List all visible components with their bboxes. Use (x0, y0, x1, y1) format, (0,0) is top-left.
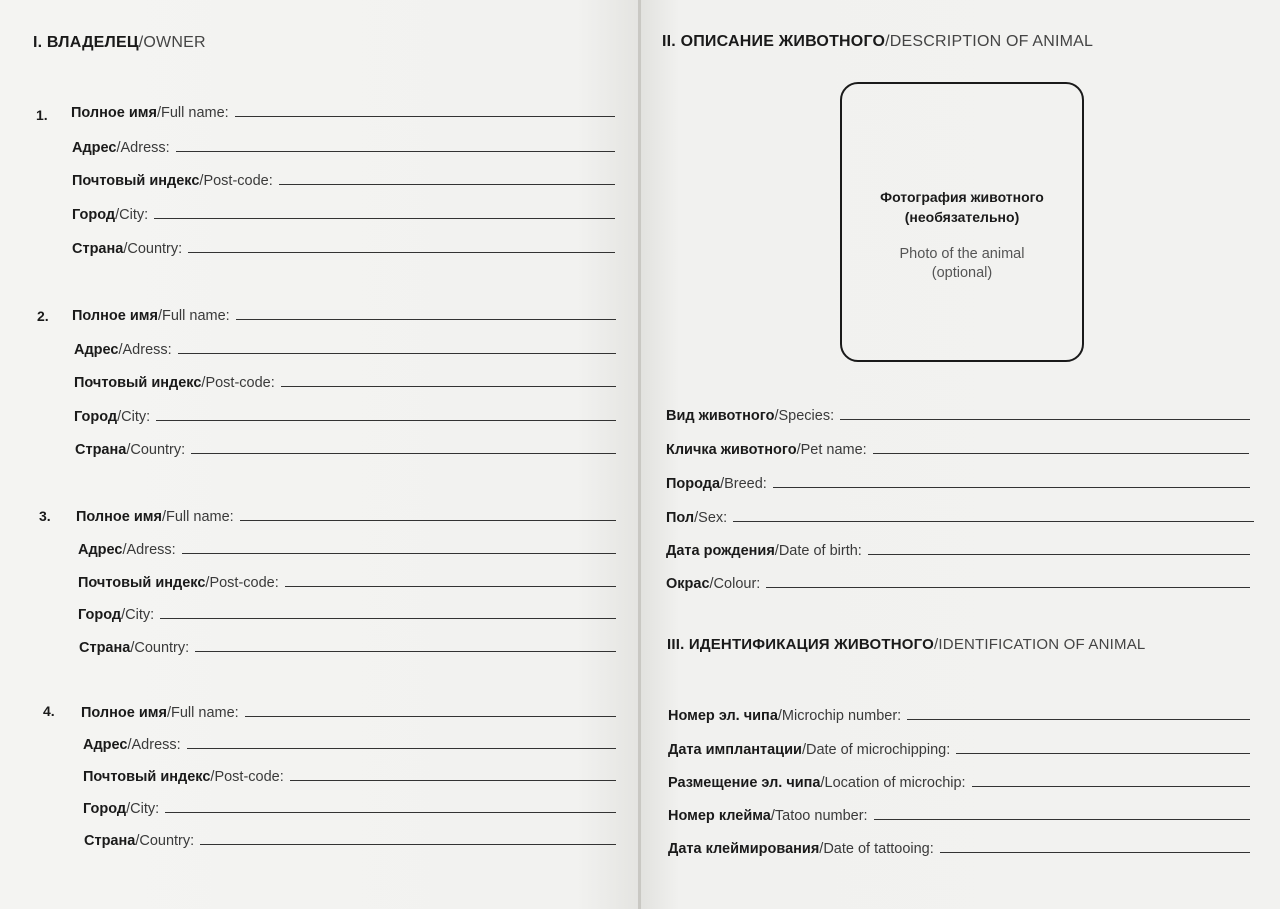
owner-number-3: 3. (39, 508, 51, 524)
fill-line (285, 586, 616, 587)
field-label-ru: Город (74, 409, 118, 425)
field-label-ru: Пол (666, 510, 695, 526)
owner-2-city-field[interactable] (74, 405, 616, 425)
owner-4-country-field[interactable] (84, 829, 616, 849)
field-label-en: /Date of microchipping: (801, 742, 951, 758)
field-label-ru: Полное имя (81, 705, 167, 721)
fill-line (182, 553, 616, 554)
field-label-ru: Размещение эл. чипа (668, 775, 821, 791)
field-label-en: /Adress: (122, 542, 176, 558)
owner-number-2: 2. (37, 308, 49, 324)
fill-line (766, 587, 1250, 588)
description-section-title: II. ОПИСАНИЕ ЖИВОТНОГО/DESCRIPTION OF ANIMAL (662, 33, 1094, 50)
field-label-en: /Adress: (118, 342, 172, 358)
owner-4-postcode-field[interactable] (83, 765, 616, 785)
owner-number-4: 4. (43, 703, 55, 719)
fill-line (240, 520, 616, 521)
owner-1-address-field[interactable] (72, 136, 615, 156)
field-label-ru: Полное имя (76, 509, 162, 525)
fill-line (200, 844, 616, 845)
field-label-en: /Post-code: (199, 173, 273, 189)
owner-3-country-field[interactable] (79, 636, 616, 656)
field-label-en: /City: (121, 607, 155, 623)
fill-line (195, 651, 616, 652)
field-label-en: /Adress: (116, 140, 170, 156)
fill-line (956, 753, 1250, 754)
owner-1-full-name-field[interactable] (71, 101, 615, 121)
field-label-ru: Город (78, 607, 122, 623)
field-label-en: /Full name: (157, 308, 230, 324)
fill-line (773, 487, 1250, 488)
field-label-ru: Адрес (83, 737, 128, 753)
pet-name-field[interactable] (666, 438, 1249, 458)
sex-field[interactable] (666, 506, 1254, 526)
fill-line (160, 618, 616, 619)
owner-4-address-field[interactable] (83, 733, 616, 753)
field-label-ru: Номер эл. чипа (668, 708, 778, 724)
photo-caption-ru-line1: Фотография животного (880, 189, 1044, 205)
field-label-ru: Почтовый индекс (83, 769, 211, 785)
owner-1-city-field[interactable] (72, 203, 615, 223)
date-of-microchipping-field[interactable] (668, 738, 1250, 758)
breed-field[interactable] (666, 472, 1250, 492)
fill-line (187, 748, 616, 749)
field-label-en: /Full name: (166, 705, 239, 721)
field-label-ru: Кличка животного (666, 442, 797, 458)
owner-1-postcode-field[interactable] (72, 169, 615, 189)
fill-line (245, 716, 616, 717)
field-label-en: /Location of microchip: (820, 775, 966, 791)
field-label-ru: Адрес (72, 140, 117, 156)
field-label-ru: Адрес (78, 542, 123, 558)
field-label-en: /Country: (123, 241, 183, 257)
photo-caption-ru (842, 187, 1082, 227)
species-field[interactable] (666, 404, 1250, 424)
field-label-ru: Полное имя (72, 308, 158, 324)
fill-line (279, 184, 615, 185)
fill-line (972, 786, 1250, 787)
field-label-ru: Город (72, 207, 116, 223)
field-label-ru: Страна (84, 833, 136, 849)
field-label-en: /Country: (130, 640, 190, 656)
field-label-en: /Breed: (720, 476, 767, 492)
field-label-en: /Sex: (694, 510, 728, 526)
fill-line (281, 386, 616, 387)
photo-caption-en (842, 245, 1082, 283)
microchip-number-field[interactable] (668, 704, 1250, 724)
field-label-ru: Страна (72, 241, 124, 257)
owner-2-full-name-field[interactable] (72, 304, 616, 324)
field-label-en: /Adress: (127, 737, 181, 753)
owner-2-postcode-field[interactable] (74, 371, 616, 391)
fill-line (178, 353, 616, 354)
field-label-en: /Country: (126, 442, 186, 458)
field-label-en: /City: (117, 409, 151, 425)
field-label-ru: Дата клеймирования (668, 841, 820, 857)
field-label-en: /Date of tattooing: (819, 841, 934, 857)
owner-3-city-field[interactable] (78, 603, 616, 623)
fill-line (290, 780, 616, 781)
photo-caption-ru-line2: (необязательно) (904, 209, 1020, 225)
field-label-ru: Адрес (74, 342, 119, 358)
field-label-en: /Colour: (709, 576, 761, 592)
owner-3-full-name-field[interactable] (76, 505, 616, 525)
fill-line (191, 453, 616, 454)
animal-photo-box[interactable] (840, 82, 1084, 362)
field-label-en: /City: (126, 801, 160, 817)
fill-line (873, 453, 1249, 454)
owner-2-address-field[interactable] (74, 338, 616, 358)
photo-caption-en-line1: Photo of the animal (899, 246, 1025, 262)
field-label-ru: Дата имплантации (668, 742, 802, 758)
fill-line (156, 420, 616, 421)
fill-line (235, 116, 615, 117)
fill-line (840, 419, 1250, 420)
field-label-ru: Дата рождения (666, 543, 775, 559)
owner-3-postcode-field[interactable] (78, 571, 616, 591)
fill-line (236, 319, 616, 320)
fill-line (154, 218, 615, 219)
field-label-ru: Страна (79, 640, 131, 656)
owner-section-title: I. ВЛАДЕЛЕЦ/OWNER (33, 34, 206, 51)
field-label-en: /City: (115, 207, 149, 223)
fill-line (868, 554, 1250, 555)
photo-caption-en-line2: (optional) (931, 265, 993, 281)
field-label-ru: Номер клейма (668, 808, 771, 824)
fill-line (874, 819, 1250, 820)
field-label-ru: Порода (666, 476, 721, 492)
field-label-ru: Почтовый индекс (78, 575, 206, 591)
identification-section-title: III. ИДЕНТИФИКАЦИЯ ЖИВОТНОГО/IDENTIFICATION OF ANIMAL (667, 636, 1146, 653)
field-label-en: /Post-code: (201, 375, 275, 391)
field-label-en: /Date of birth: (774, 543, 862, 559)
field-label-en: /Species: (774, 408, 835, 424)
fill-line (907, 719, 1250, 720)
field-label-ru: Почтовый индекс (74, 375, 202, 391)
tattoo-number-field[interactable] (668, 804, 1250, 824)
fill-line (940, 852, 1250, 853)
field-label-ru: Страна (75, 442, 127, 458)
field-label-ru: Полное имя (71, 105, 157, 121)
field-label-en: /Post-code: (205, 575, 279, 591)
field-label-ru: Вид животного (666, 408, 775, 424)
field-label-en: /Full name: (156, 105, 229, 121)
field-label-en: /Full name: (161, 509, 234, 525)
fill-line (176, 151, 615, 152)
field-label-en: /Microchip number: (777, 708, 902, 724)
field-label-en: /Tatoo number: (770, 808, 868, 824)
owner-4-full-name-field[interactable] (81, 701, 616, 721)
fill-line (188, 252, 615, 253)
field-label-ru: Окрас (666, 576, 710, 592)
colour-field[interactable] (666, 572, 1250, 592)
location-of-microchip-field[interactable] (668, 771, 1250, 791)
owner-4-city-field[interactable] (83, 797, 616, 817)
fill-line (165, 812, 616, 813)
date-of-birth-field[interactable] (666, 539, 1250, 559)
field-label-ru: Город (83, 801, 127, 817)
field-label-en: /Country: (135, 833, 195, 849)
field-label-en: /Pet name: (796, 442, 867, 458)
owner-2-country-field[interactable] (75, 438, 616, 458)
field-label-ru: Почтовый индекс (72, 173, 200, 189)
fill-line (733, 521, 1254, 522)
field-label-en: /Post-code: (210, 769, 284, 785)
owner-3-address-field[interactable] (78, 538, 616, 558)
date-of-tattooing-field[interactable] (668, 837, 1250, 857)
owner-1-country-field[interactable] (72, 237, 615, 257)
owner-number-1: 1. (36, 107, 48, 123)
